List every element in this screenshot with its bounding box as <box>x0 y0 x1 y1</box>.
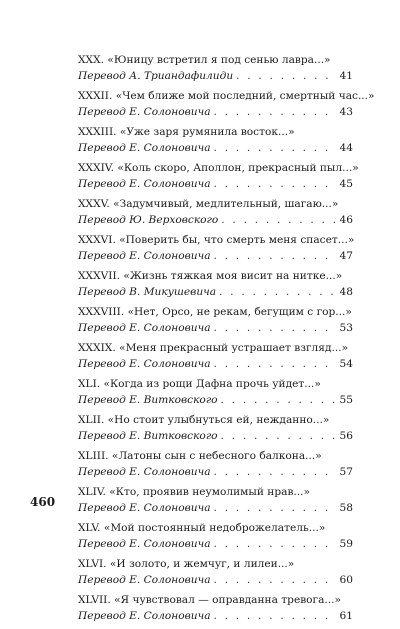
toc-entry <box>78 341 353 372</box>
translator-line <box>78 465 353 481</box>
translator-line <box>78 177 353 193</box>
toc-entry <box>78 377 353 408</box>
poem-title: XLIII. «Латоны сын с небесного балкона...» <box>78 450 322 462</box>
toc-entry <box>78 233 353 264</box>
translator-credit: Перевод Е. Солоновича <box>78 141 211 154</box>
dot-leader <box>236 69 336 85</box>
translator-line <box>78 69 353 85</box>
toc-entry <box>78 197 353 228</box>
toc-entry <box>78 521 353 552</box>
dot-leader <box>214 141 337 157</box>
toc-entry <box>78 89 375 120</box>
entry-page-number: 54 <box>339 357 353 370</box>
toc-entry <box>78 125 353 156</box>
translator-credit: Перевод Е. Витковского <box>78 393 218 406</box>
poem-title: XLII. «Но стоит улыбнуться ей, нежданно...» <box>78 414 330 426</box>
poem-title: XXXIX. «Меня прекрасный устрашает взгляд...» <box>78 342 349 354</box>
toc-entry <box>78 485 353 516</box>
translator-credit: Перевод Е. Солоновича <box>78 249 211 262</box>
translator-line <box>78 573 353 589</box>
translator-line <box>78 393 353 409</box>
dot-leader <box>214 573 337 589</box>
translator-credit: Перевод Е. Солоновича <box>78 465 211 478</box>
entry-page-number: 41 <box>339 69 353 82</box>
entry-page-number: 57 <box>339 465 353 478</box>
translator-credit: Перевод Е. Солоновича <box>78 177 211 190</box>
entry-page-number: 53 <box>339 321 353 334</box>
dot-leader <box>214 501 337 517</box>
dot-leader <box>214 357 337 373</box>
toc-entry <box>78 593 353 624</box>
translator-line <box>78 285 353 301</box>
entry-page-number: 43 <box>339 105 353 118</box>
translator-credit: Перевод Е. Солоновича <box>78 537 211 550</box>
dot-leader <box>214 465 337 481</box>
poem-title: XXX. «Юницу встретил я под сенью лавра...» <box>78 54 331 66</box>
dot-leader <box>214 537 337 553</box>
entry-page-number: 56 <box>339 429 353 442</box>
translator-line <box>78 537 353 553</box>
entry-page-number: 45 <box>339 177 353 190</box>
translator-line <box>78 321 353 337</box>
dot-leader <box>219 285 336 301</box>
dot-leader <box>221 429 337 445</box>
toc-entry <box>78 413 353 444</box>
poem-title: XXXIII. «Уже заря румянила восток...» <box>78 126 295 138</box>
poem-title: XXXIV. «Коль скоро, Аполлон, прекрасный пыл...» <box>78 162 359 174</box>
poem-title: XXXII. «Чем ближе мой последний, смертный час...» <box>78 90 375 102</box>
poem-title: XLVII. «Я чувствовал — оправданна тревога...» <box>78 594 342 606</box>
translator-line <box>78 609 353 625</box>
dot-leader <box>214 177 337 193</box>
toc-entry <box>78 269 353 300</box>
translator-credit: Перевод Е. Солоновича <box>78 573 211 586</box>
translator-line <box>78 357 353 373</box>
poem-title: XLI. «Когда из рощи Дафна прочь уйдет...» <box>78 378 321 390</box>
translator-credit: Перевод Е. Солоновича <box>78 609 211 622</box>
toc-entry <box>78 449 353 480</box>
poem-title: XLV. «Мой постоянный недоброжелатель...» <box>78 522 326 534</box>
dot-leader <box>214 249 337 265</box>
translator-credit: Перевод Е. Солоновича <box>78 501 211 514</box>
dot-leader <box>214 105 337 121</box>
translator-line <box>78 213 353 229</box>
poem-title: XXXVII. «Жизнь тяжкая моя висит на нитке...» <box>78 270 343 282</box>
dot-leader <box>221 213 336 229</box>
translator-credit: Перевод Ю. Верховского <box>78 213 219 226</box>
translator-credit: Перевод В. Микушевича <box>78 285 217 298</box>
poem-title: XLIV. «Кто, проявив неумолимый нрав...» <box>78 486 310 498</box>
translator-credit: Перевод Е. Солоновича <box>78 357 211 370</box>
poem-title: XXXVIII. «Нет, Орсо, не рекам, бегущим с гор...» <box>78 306 352 318</box>
entry-page-number: 48 <box>339 285 353 298</box>
translator-line <box>78 249 353 265</box>
table-of-contents <box>78 53 375 629</box>
entry-page-number: 59 <box>339 537 353 550</box>
page-number: 460 <box>30 495 56 509</box>
toc-entry <box>78 557 353 588</box>
dot-leader <box>214 609 337 625</box>
poem-title: XLVI. «И золото, и жемчуг, и лилеи...» <box>78 558 295 570</box>
translator-line <box>78 105 353 121</box>
poem-title: XXXVI. «Поверить бы, что смерть меня спасет...» <box>78 234 355 246</box>
translator-line <box>78 141 353 157</box>
entry-page-number: 58 <box>339 501 353 514</box>
translator-credit: Перевод Е. Витковского <box>78 429 218 442</box>
entry-page-number: 46 <box>339 213 353 226</box>
entry-page-number: 47 <box>339 249 353 262</box>
toc-entry <box>78 161 359 192</box>
translator-credit: Перевод А. Триандафилиди <box>78 69 234 82</box>
entry-page-number: 60 <box>339 573 353 586</box>
translator-credit: Перевод Е. Солоновича <box>78 321 211 334</box>
translator-line <box>78 501 353 517</box>
dot-leader <box>221 393 337 409</box>
dot-leader <box>214 321 337 337</box>
toc-entry <box>78 53 353 84</box>
toc-entry <box>78 305 353 336</box>
poem-title: XXXV. «Задумчивый, медлительный, шагаю...» <box>78 198 339 210</box>
entry-page-number: 61 <box>339 609 353 622</box>
entry-page-number: 44 <box>339 141 353 154</box>
entry-page-number: 55 <box>339 393 353 406</box>
translator-credit: Перевод Е. Солоновича <box>78 105 211 118</box>
translator-line <box>78 429 353 445</box>
